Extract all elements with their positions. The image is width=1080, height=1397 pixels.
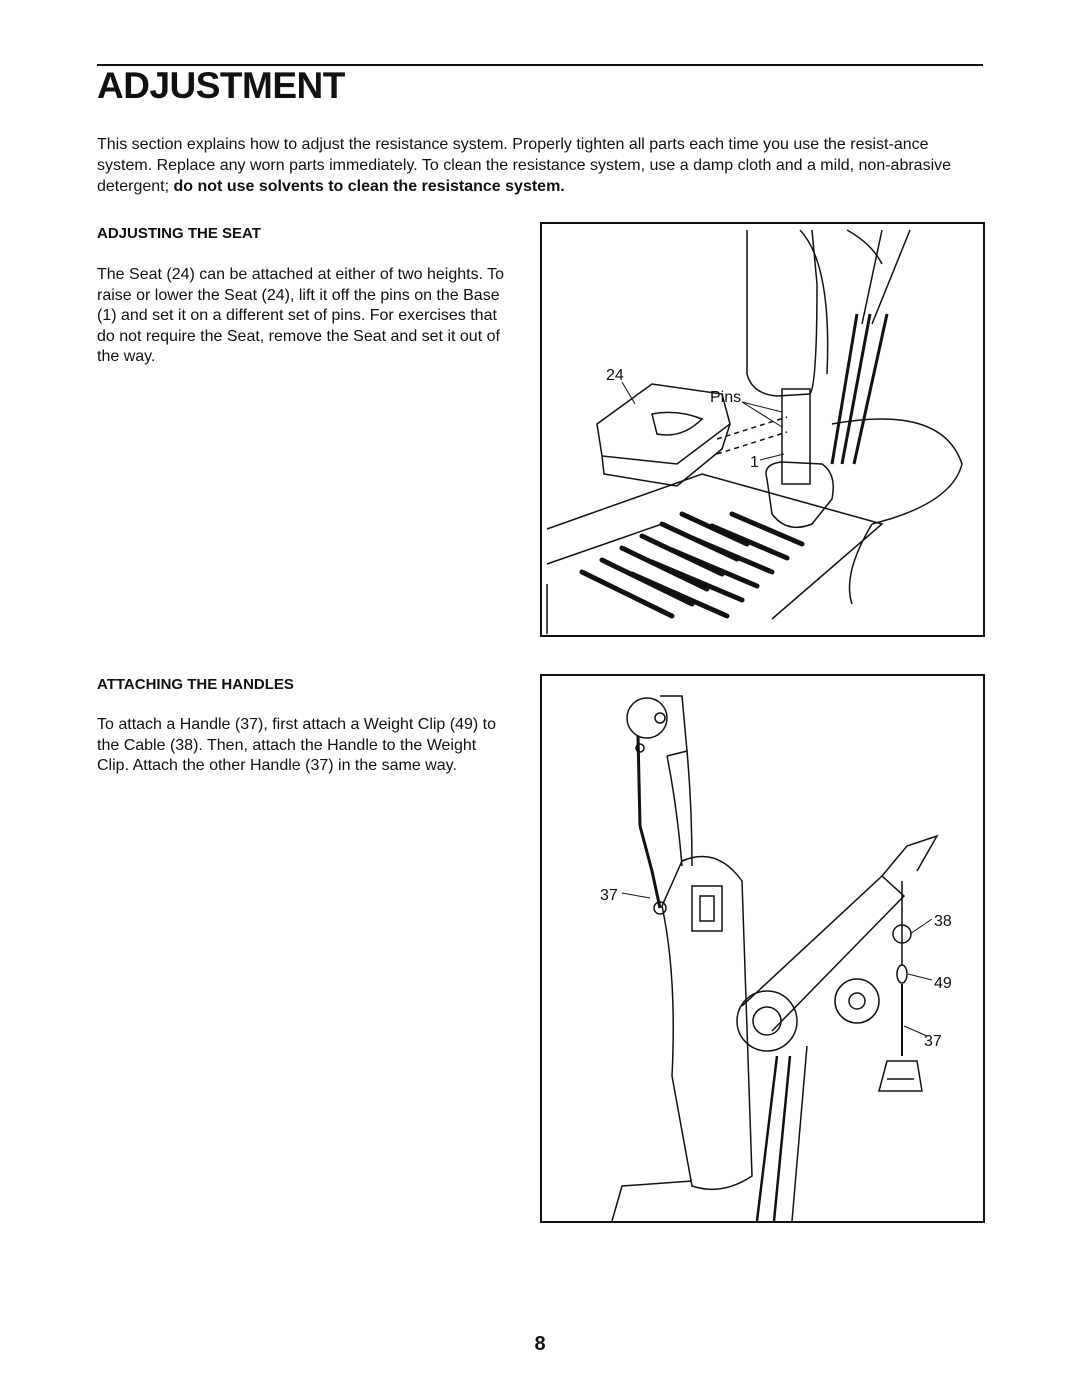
callout-handle-left: 37 bbox=[600, 887, 618, 904]
seat-heading: ADJUSTING THE SEAT bbox=[97, 225, 261, 242]
page-title: ADJUSTMENT bbox=[97, 65, 345, 106]
callout-weight-clip: 49 bbox=[934, 975, 952, 992]
intro-paragraph bbox=[97, 134, 977, 197]
seat-instructions: The Seat (24) can be attached at either of two heights. To raise or lower the Seat (24), lift it off the pins on the Base (1) and set it on a different set of pins. For exercises that do not require the Seat, remove the Seat and set it out of the way. bbox=[97, 266, 505, 365]
intro-warning: do not use solvents to clean the resistance system. bbox=[173, 178, 565, 195]
callout-base-number: 1 bbox=[750, 454, 759, 471]
intro-text: This section explains how to adjust the resistance system. Properly tighten all parts each time you use the resist-ance system. Replace any worn parts immediately. To clean the resistance system, use a damp cloth and a mild, non-abrasive detergent; bbox=[97, 136, 952, 195]
callout-seat-number: 24 bbox=[606, 367, 624, 384]
seat-figure bbox=[540, 222, 985, 637]
callout-pins: Pins bbox=[710, 389, 742, 406]
seat-illustration bbox=[542, 224, 983, 635]
handles-instructions: To attach a Handle (37), first attach a Weight Clip (49) to the Cable (38). Then, attach the Handle to the Weight Clip. Attach the other Handle (37) in the same way. bbox=[97, 716, 497, 774]
handles-heading: ATTACHING THE HANDLES bbox=[97, 676, 294, 693]
callout-handle-right: 37 bbox=[924, 1033, 942, 1050]
callout-cable: 38 bbox=[934, 913, 952, 930]
handles-illustration bbox=[542, 676, 983, 1221]
handles-figure bbox=[540, 674, 985, 1223]
page-number: 8 bbox=[534, 1333, 546, 1355]
